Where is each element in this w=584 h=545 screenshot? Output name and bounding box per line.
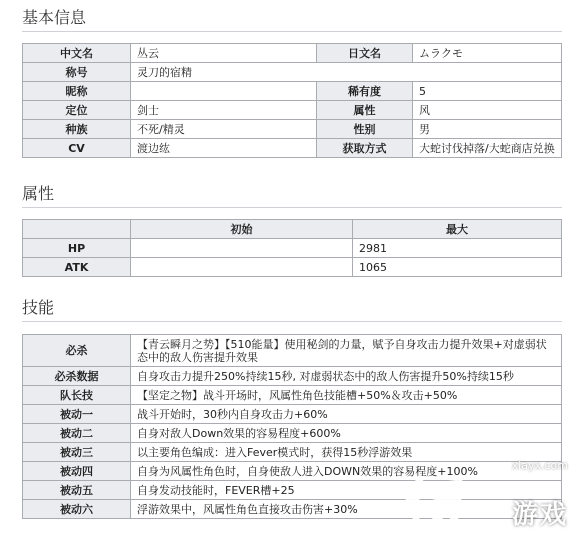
- value-title: 灵刀的宿精: [131, 63, 562, 82]
- value-race: 不死/精灵: [131, 120, 317, 139]
- table-row: [23, 335, 562, 367]
- value-ultimate: 【青云瞬月之势】【510能量】使用秘剑的力量，赋予自身攻击力提升效果+对虚弱状态中的敌人伤害提升效果: [131, 335, 562, 367]
- label-cv: CV: [23, 139, 131, 158]
- label-passive-6: 被动六: [23, 500, 131, 519]
- label-cn-name: 中文名: [23, 44, 131, 63]
- table-row: [23, 63, 562, 82]
- label-rarity: 稀有度: [317, 82, 413, 101]
- value-role: 剑士: [131, 101, 317, 120]
- value-atk-initial: [131, 258, 353, 277]
- basic-info-heading: 基本信息: [22, 8, 562, 32]
- table-row: [23, 424, 562, 443]
- table-row: [23, 367, 562, 386]
- value-passive-3: 以主要角色编成：进入Fever模式时，获得15秒浮游效果: [131, 443, 562, 462]
- table-row: [23, 82, 562, 101]
- value-cn-name: 丛云: [131, 44, 317, 63]
- value-atk-max: 1065: [353, 258, 562, 277]
- value-hp-initial: [131, 239, 353, 258]
- label-element: 属性: [317, 101, 413, 120]
- value-passive-6: 浮游效果中，风属性角色直接攻击伤害+30%: [131, 500, 562, 519]
- table-row: [23, 386, 562, 405]
- label-passive-3: 被动三: [23, 443, 131, 462]
- label-role: 定位: [23, 101, 131, 120]
- label-jp-name: 日文名: [317, 44, 413, 63]
- value-nickname: [131, 82, 317, 101]
- label-atk: ATK: [23, 258, 131, 277]
- watermark-logo-icon: [398, 469, 468, 539]
- label-hp: HP: [23, 239, 131, 258]
- skills-heading: 技能: [22, 298, 562, 322]
- label-obtain: 获取方式: [317, 139, 413, 158]
- label-race: 种族: [23, 120, 131, 139]
- value-passive-4: 自身为风属性角色时，自身使敌人进入DOWN效果的容易程度+100%: [131, 462, 562, 481]
- header-blank: [23, 220, 131, 239]
- label-ultimate: 必杀: [23, 335, 131, 367]
- watermark-text: 游戏: [511, 500, 568, 530]
- table-row: [23, 101, 562, 120]
- table-row: [23, 239, 562, 258]
- table-row: [23, 44, 562, 63]
- label-leader-skill: 队长技: [23, 386, 131, 405]
- value-leader-skill: 【坚定之物】战斗开场时，风属性角色技能槽+50%＆攻击+50%: [131, 386, 562, 405]
- value-obtain: 大蛇讨伐掉落/大蛇商店兑换: [413, 139, 562, 158]
- value-jp-name: ムラクモ: [413, 44, 562, 63]
- label-passive-1: 被动一: [23, 405, 131, 424]
- value-passive-2: 自身对敌人Down效果的容易程度+600%: [131, 424, 562, 443]
- table-row: [23, 258, 562, 277]
- label-title: 称号: [23, 63, 131, 82]
- attributes-heading: 属性: [22, 184, 562, 208]
- label-ultimate-data: 必杀数据: [23, 367, 131, 386]
- value-rarity: 5: [413, 82, 562, 101]
- value-element: 风: [413, 101, 562, 120]
- value-passive-1: 战斗开始时，30秒内自身攻击力+60%: [131, 405, 562, 424]
- value-ultimate-data: 自身攻击力提升250%持续15秒, 对虚弱状态中的敌人伤害提升50%持续15秒: [131, 367, 562, 386]
- table-row: [23, 120, 562, 139]
- value-cv: 渡边纮: [131, 139, 317, 158]
- table-row: [23, 405, 562, 424]
- label-passive-5: 被动五: [23, 481, 131, 500]
- label-passive-2: 被动二: [23, 424, 131, 443]
- table-row: [23, 220, 562, 239]
- watermark-url: xiayx.com: [511, 459, 568, 472]
- value-hp-max: 2981: [353, 239, 562, 258]
- header-initial: 初始: [131, 220, 353, 239]
- label-gender: 性别: [317, 120, 413, 139]
- header-max: 最大: [353, 220, 562, 239]
- attributes-table-wrap: [22, 219, 562, 277]
- site-watermark: [406, 457, 576, 537]
- table-row: [23, 139, 562, 158]
- attributes-table: [22, 219, 562, 277]
- basic-info-table-wrap: [22, 43, 562, 158]
- value-passive-5: 自身发动技能时，FEVER槽+25: [131, 481, 562, 500]
- label-nickname: 昵称: [23, 82, 131, 101]
- value-gender: 男: [413, 120, 562, 139]
- basic-info-table: [22, 43, 562, 158]
- label-passive-4: 被动四: [23, 462, 131, 481]
